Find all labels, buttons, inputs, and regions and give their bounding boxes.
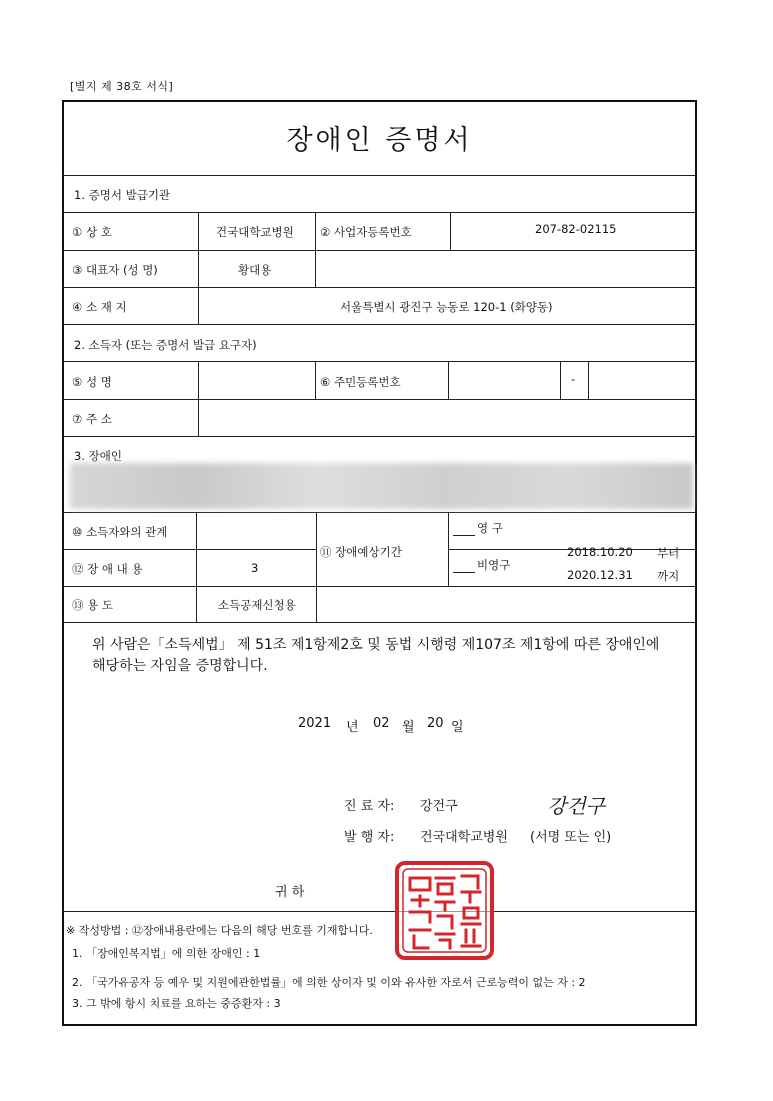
- rule: [62, 175, 697, 176]
- note-item-2: 2. 「국가유공자 등 예우 및 지원에관한법률」에 의한 상이자 및 이와 유사한 자로서 근로능력이 없는 자 : 2: [72, 976, 586, 989]
- document-title: 장애인 증명서: [286, 125, 473, 156]
- purpose-label: ⑬ 용 도: [72, 598, 114, 612]
- name-label: ⑤ 성 명: [72, 375, 112, 389]
- rule: [62, 361, 697, 362]
- rule: [198, 212, 199, 325]
- date-year: 2021: [298, 716, 332, 731]
- permanent-label: 영 구: [477, 521, 503, 535]
- resident-no-label: ⑥ 주민등록번호: [320, 375, 401, 389]
- rule: [62, 512, 697, 513]
- period-label: ⑪ 장애예상기간: [320, 545, 402, 559]
- content-label: ⑫ 장 애 내 용: [72, 562, 143, 576]
- date-year-unit: 년: [346, 720, 359, 735]
- purpose-value: 소득공제신청용: [218, 598, 296, 612]
- relation-label: ⑩ 소득자와의 관계: [72, 525, 168, 539]
- date-month: 02: [373, 716, 390, 731]
- location-label: ④ 소 재 지: [72, 300, 127, 314]
- non-permanent-label: 비영구: [477, 558, 511, 572]
- date-day-unit: 일: [451, 720, 464, 735]
- doctor-name: 강건구: [420, 799, 458, 814]
- rule: [198, 361, 199, 436]
- representative-value: 황대용: [238, 263, 272, 277]
- date-day: 20: [427, 716, 444, 731]
- doctor-label: 진 료 자:: [344, 799, 395, 814]
- rule: [62, 287, 697, 288]
- rule: [62, 549, 316, 550]
- rule: [448, 512, 449, 586]
- rule: [62, 911, 697, 912]
- rule: [450, 212, 451, 250]
- rule: [62, 399, 697, 400]
- section-2-heading: 2. 소득자 (또는 증명서 발급 요구자): [74, 338, 257, 352]
- form-number-label: [별지 제 38호 서식]: [70, 80, 174, 93]
- end-date: 2020.12.31: [567, 568, 633, 582]
- redacted-area: [70, 463, 693, 509]
- date-month-unit: 월: [402, 720, 415, 735]
- rule: [62, 324, 697, 325]
- issuer-label: 발 행 자:: [344, 830, 395, 845]
- official-seal: [394, 860, 495, 961]
- rule: [453, 572, 475, 573]
- notes-header: ※ 작성방법 : ⑫장애내용란에는 다음의 해당 번호를 기재합니다.: [66, 924, 373, 937]
- end-suffix: 까지: [657, 569, 680, 583]
- rule: [62, 250, 697, 251]
- business-reg-value: 207-82-02115: [535, 222, 617, 236]
- start-date: 2018.10.20: [567, 545, 633, 559]
- content-value: 3: [251, 561, 259, 575]
- start-suffix: 부터: [657, 546, 680, 560]
- location-value: 서울특별시 광진구 능동로 120-1 (화양동): [340, 300, 553, 314]
- address-label: ⑦ 주 소: [72, 412, 112, 426]
- rule: [62, 436, 697, 437]
- note-item-3: 3. 그 밖에 항시 치료를 요하는 중증환자 : 3: [72, 997, 281, 1010]
- addressee-label: 귀 하: [275, 885, 305, 900]
- rule: [448, 361, 449, 399]
- statement-line-1: 위 사람은「소득세법」 제 51조 제1항제2호 및 동법 시행령 제107조 제1항에 따른 장애인에: [92, 637, 660, 653]
- rule: [62, 212, 697, 213]
- trade-name-label: ① 상 호: [72, 225, 112, 239]
- doctor-signature: 강건구: [547, 794, 605, 818]
- statement-line-2: 해당하는 자임을 증명합니다.: [92, 658, 268, 674]
- rule: [62, 586, 697, 587]
- rule: [315, 361, 316, 399]
- rule: [316, 512, 317, 622]
- rule: [588, 361, 589, 399]
- rule: [560, 361, 561, 399]
- rule: [196, 512, 197, 622]
- business-reg-label: ② 사업자등록번호: [320, 225, 412, 239]
- rule: [453, 535, 475, 536]
- rule: [315, 212, 316, 288]
- rule: [62, 622, 697, 623]
- issuer-name: 건국대학교병원: [420, 830, 508, 845]
- resident-no-separator: -: [571, 372, 576, 386]
- sign-note: (서명 또는 인): [530, 830, 612, 845]
- representative-label: ③ 대표자 (성 명): [72, 263, 158, 277]
- section-3-heading: 3. 장애인: [74, 449, 122, 463]
- section-1-heading: 1. 증명서 발급기관: [74, 188, 171, 202]
- trade-name-value: 건국대학교병원: [216, 225, 294, 239]
- note-item-1: 1. 「장애인복지법」에 의한 장애인 : 1: [72, 947, 261, 960]
